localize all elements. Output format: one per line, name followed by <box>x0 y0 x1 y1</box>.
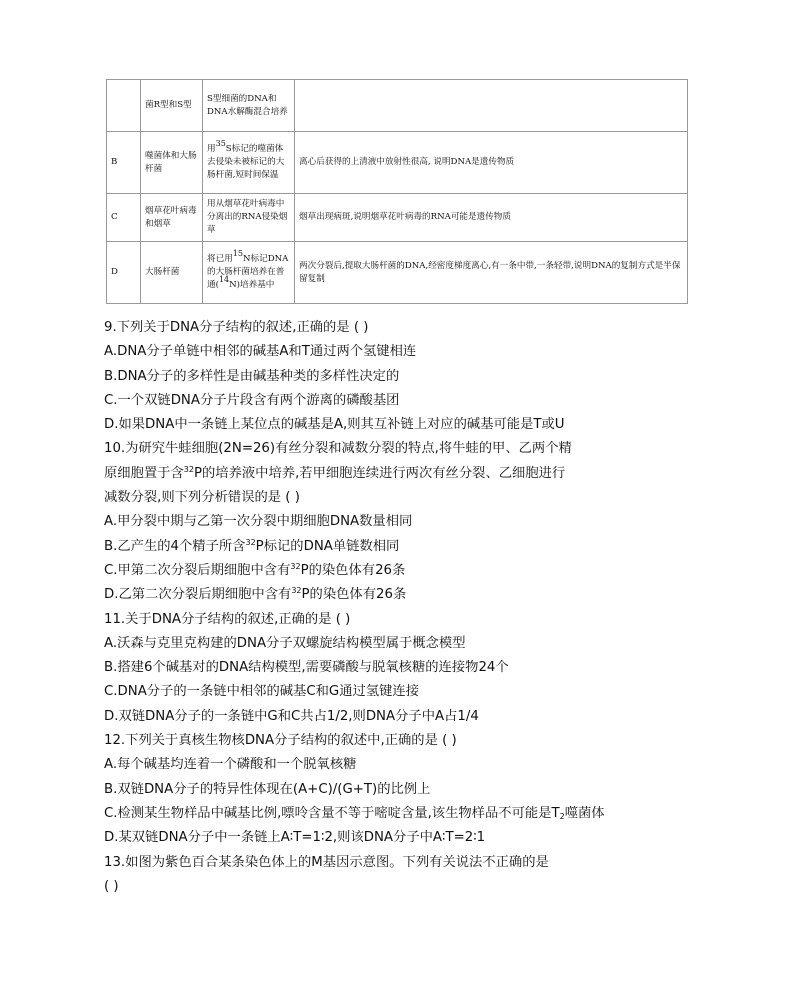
table-cell-conclusion: 离心后获得的上清液中放射性很高, 说明DNA是遗传物质 <box>295 132 688 194</box>
table-cell-conclusion <box>295 80 688 132</box>
question-stem-line: 13.如图为紫色百合某条染色体上的M基因示意图。下列有关说法不正确的是 <box>104 854 549 870</box>
table-cell-conclusion: 两次分裂后,提取大肠杆菌的DNA,经密度梯度离心,有一条中带,一条轻带,说明DNA的复制方式是半保留复制 <box>295 242 688 304</box>
experiment-table <box>106 79 688 304</box>
table-row <box>107 80 688 132</box>
question-stem-line: 减数分裂,则下列分析错误的是 ( ) <box>104 490 300 506</box>
table-cell-label <box>107 80 141 132</box>
table-cell-label: C <box>107 194 141 242</box>
question-stem: 11.关于DNA分子结构的叙述,正确的是 ( ) <box>104 611 351 627</box>
table-cell-label: D <box>107 242 141 304</box>
table-cell-material: 大肠杆菌 <box>141 242 203 304</box>
option-d: D.某双链DNA分子中一条链上A∶T=1∶2,则该DNA分子中A∶T=2∶1 <box>104 830 486 846</box>
question-stem: 12.下列关于真核生物核DNA分子结构的叙述中,正确的是 ( ) <box>104 733 457 749</box>
option-c: C.一个双链DNA分子片段含有两个游离的磷酸基团 <box>104 392 400 408</box>
table-cell-method: 将已用$^{15}$N标记DNA的大肠杆菌培养在普通($^{14}$N)培养基中 <box>203 242 295 304</box>
option-b: B.双链DNA分子的特异性体现在(A+C)/(G+T)的比例上 <box>104 781 431 797</box>
question-list <box>104 316 696 899</box>
option-c: C.检测某生物样品中碱基比例,嘌呤含量不等于嘧啶含量,该生物样品不可能是$T_2$噬菌体 <box>104 805 605 821</box>
table-cell-material: 噬菌体和大肠杆菌 <box>141 132 203 194</box>
option-d: D.如果DNA中一条链上某位点的碱基是A,则其互补链上对应的碱基可能是T或U <box>104 417 565 433</box>
table-cell-material: 菌R型和S型 <box>141 80 203 132</box>
option-b: B.DNA分子的多样性是由碱基种类的多样性决定的 <box>104 368 400 384</box>
option-d: D.双链DNA分子的一条链中G和C共占1/2,则DNA分子中A占1/4 <box>104 708 479 724</box>
table-cell-conclusion: 烟草出现病斑,说明烟草花叶病毒的RNA可能是遗传物质 <box>295 194 688 242</box>
option-b: B.搭建6个碱基对的DNA结构模型,需要磷酸与脱氧核糖的连接物24个 <box>104 660 509 676</box>
option-b: B.乙产生的4个精子所含$^{32}$P标记的DNA单链数相同 <box>104 537 400 554</box>
option-a: A.甲分裂中期与乙第一次分裂中期细胞DNA数量相同 <box>104 514 413 530</box>
table-cell-method: 用$^{35}$S标记的噬菌体去侵染未被标记的大肠杆菌,短时间保温 <box>203 132 295 194</box>
table-row <box>107 242 688 304</box>
option-c: C.DNA分子的一条链中相邻的碱基C和G通过氢键连接 <box>104 684 420 700</box>
option-a: A.DNA分子单链中相邻的碱基A和T通过两个氢键相连 <box>104 344 417 360</box>
table-cell-method: 用从烟草花叶病毒中分离出的RNA侵染烟草 <box>203 194 295 242</box>
option-c: C.甲第二次分裂后期细胞中含有$^{32}$P的染色体有26条 <box>104 561 406 578</box>
table-cell-material: 烟草花叶病毒和烟草 <box>141 194 203 242</box>
question-stem-line: 原细胞置于含$^{32}$P的培养液中培养,若甲细胞连续进行两次有丝分裂、乙细胞进行 <box>104 464 566 481</box>
option-a: A.沃森与克里克构建的DNA分子双螺旋结构模型属于概念模型 <box>104 635 466 651</box>
option-a: A.每个碱基均连着一个磷酸和一个脱氧核糖 <box>104 757 357 773</box>
table-cell-method: S型细菌的DNA和DNA水解酶混合培养 <box>203 80 295 132</box>
option-d: D.乙第二次分裂后期细胞中含有$^{32}$P的染色体有26条 <box>104 586 407 603</box>
question-stem-line: ( ) <box>104 878 119 894</box>
table-row <box>107 132 688 194</box>
table-cell-label: B <box>107 132 141 194</box>
table-row <box>107 194 688 242</box>
question-stem-line: 10.为研究牛蛙细胞(2N=26)有丝分裂和减数分裂的特点,将牛蛙的甲、乙两个精 <box>104 441 572 457</box>
question-stem: 9.下列关于DNA分子结构的叙述,正确的是 ( ) <box>104 320 369 335</box>
